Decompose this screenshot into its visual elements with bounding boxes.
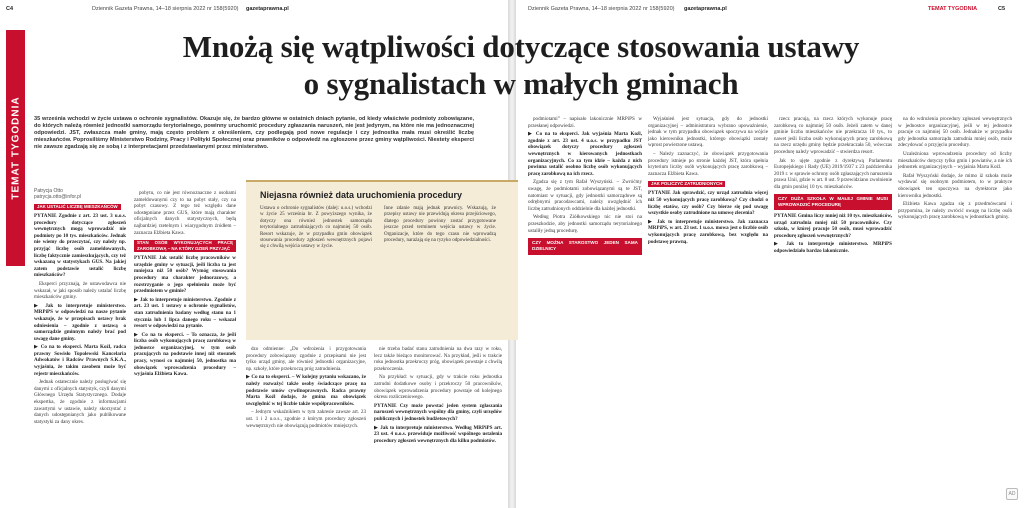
column-4 (374, 346, 502, 502)
body-paragraph: Na przykład: w sytuacji, gdy w trakcie roku jednostka zatrudni dodatkowe osoby i przekroczy 50 pracowników, obowiązek wprowadzenia procedury powstaje od kolejnego okresu rozliczeniowego. (374, 374, 502, 401)
body-paragraph: podmiotami” – napisało lakonicznie MRPiPS w przesłanej odpowiedzi. (528, 116, 642, 129)
column-2 (134, 190, 236, 502)
body-paragraph: Według Piotra Ziółkowskiego nic nie stoi na przeszkodzie, aby jednostki samorządu terytorialnego ustaliły jedną procedurę. (528, 214, 642, 234)
subsection-red-box: CZY DUŻA SZKOŁA W MAŁEJ GMINIE MUSI WPROWADZIĆ PROCEDURĘ (774, 194, 892, 210)
body-paragraph: Uzależniona wprowadzenia procedury od liczby mieszkańców dotyczy tylko gmin i powiatów, a nie ich jednostek organizacyjnych – wyjaśnia Marta Koźl. (898, 150, 1012, 171)
right-page-number: C5 (998, 6, 1006, 12)
subsection-tag: JAK POLICZYĆ ZATRUDNIONYCH (648, 181, 725, 187)
right-site-link[interactable]: gazetaprawna.pl (684, 6, 727, 12)
lead-paragraph: 35 września wchodzi w życie ustawa o ochronie sygnalistów. Okazuje się, że bardzo główne w ostatnich dniach pytanie, od kiedy właściwie podmioty zobowiązane, do których należą również jednostki samorządu terytorialnego, powinny uruchomić procedury zgłaszania naruszeń, nie jest jedynym, na które nie ma jednoznacznej odpowiedzi. JST, zwłaszcza małe gminy, mają często problem z określeniem, czy podlegają pod nowe regulacje i czy jednostka mała musi określić liczbę mieszkańców. Poprosiliśmy Ministerstwo Rodziny, Pracy i Polityki Społecznej oraz prawników o odpowiedź na zgłoszone przez gminy wątpliwości. Niestety eksperci nie zawsze zgadzają się ze sobą i z interpretacjami przedstawianymi przez ministerstwo. (34, 116, 474, 151)
question-paragraph: PYTANIE Zgodnie z art. 23 ust. 3 u.o.s. procedury dotyczące zgłoszeń wewnętrznych mogą wprowadzić nie podmioty po 10 tys. mieszkańców. Jednak nie wiemy do przeczytać, czy należy np. przyjąć liczbę osób zameldowanych, liczbę faktycznie zamieszkujących, czy też wskazaną w statystykach GUS. Na jakiej zatem podstawie ustalić liczbę mieszkańców? (34, 213, 126, 279)
column-7 (774, 116, 892, 502)
sidebar-box (246, 180, 518, 340)
right-paper-info: Dziennik Gazeta Prawna, 14–18 sierpnia 2022 nr 158(5920) (528, 6, 675, 12)
column-6 (648, 116, 768, 502)
sidebar-box-title: Niejasna również data uruchomienia procedury (260, 190, 463, 200)
body-paragraph: – Jednym wskaźnikiem w tym zakresie zawsze art. 23 ust. 1 i 2 u.o.s., zgodnie z którym procedury zgłoszeń wewnętrznych nie obowiązują podmiotów mniejszych. (246, 409, 366, 429)
right-page-header (528, 6, 1018, 16)
sidebar-box-text-1: Ustawa o ochronie sygnalistów (dalej: u.o.s.) wchodzi w życie 25 września br. Z powyższego wynika, że dotyczy ona również jednostek samorządu terytorialnego zatrudniających co najmniej 50 osób. Resort wskazuje, że w przypadku gmin obowiązek stosowania procedury zgłoszeń wewnętrznych pojawi się z chwilą wejścia ustawy w życie. (260, 206, 372, 250)
headline-line-2: o sygnalistach w małych gminach (303, 66, 739, 101)
author-email[interactable]: patrycja.otto@infor.pl (34, 194, 82, 200)
column-3 (246, 346, 366, 502)
column-8 (898, 116, 1012, 502)
expert-paragraph: ▶ Co na to eksperci. Jak wyjaśnia Marta Koźl, zgodnie z art. 23 ust. 4 u.o.s. w przypadku JST obowiązek dotyczy procedury zgłoszeń wewnętrznych w kierowanych jednostkach organizacyjnych. Co za tym idzie – każda z nich powinna ustalić osobno liczbę osób wykonujących pracę zarobkową na ich rzecz. (528, 131, 642, 177)
column-1 (34, 202, 126, 502)
ministry-paragraph: ▶ Jak to interpretuje ministerstwo. Zgodnie z art. 23 ust. 1 ustawy o ochronie sygnalistów, stan zatrudnienia badany według stanu na 1 stycznia lub 1 lipca danego roku – wskazał resort w odpowiedzi na pytanie. (134, 296, 236, 330)
body-paragraph: dzo odmienne: „Do wdrożenia i przygotowania procedury zobowiązany zgodnie z przepisami nie jest tylko urząd gminy, ale również jednostki organizacyjne, np. szkoły, które przekroczą próg zatrudnienia. (246, 346, 366, 372)
subsection-tag: JAK USTALIĆ LICZBĘ MIESZKAŃCÓW (34, 204, 121, 210)
body-paragraph: Rafał Wyszyński dodaje, że mimo iż szkoła może wydawać się osobnym podmiotem, to w praktyce obowiązek ten spoczywa na dyrektorze jako kierowniku jednostki. (898, 172, 1012, 199)
corner-ad-icon[interactable]: AD (1006, 488, 1018, 500)
author-name: Patrycja Otto (34, 188, 63, 194)
body-paragraph: na do wdrożenia procedury zgłoszeń wewnętrznych w jednostce organizacyjnej, jeśli w tej jednostce pracuje co najmniej 50 osób. Jednakże w przypadku gdy jednostka samorządu zatrudnia mniej osób, może zdecydować o przyjęciu procedury. (898, 116, 1012, 149)
headline-line-1: Mnożą się wątpliwości dotyczące stosowania ustawy (182, 29, 860, 64)
left-page-header (6, 6, 506, 16)
ministry-paragraph: ▶ Jak to interpretuje ministerstwo. MRPiPS odpowiedziało bardzo lakonicznie. (774, 241, 892, 254)
expert-paragraph: ▶ Co na to eksperci. Marta Koźl, radca prawny Sowisło Topolewski Kancelaria Adwokatów i Radców Prawnych S.K.A., wyjaśnia, że takim zasobem może być rejestr mieszkańców. (34, 344, 126, 377)
question-paragraph: PYTANIE Czy może powstać jeden system zgłaszania naruszeń wewnętrznych wspólny dla gminy, czyli urzędów publicznych i jednostek budżetowych? (374, 402, 502, 422)
ministry-paragraph: ▶ Jak to interpretuje ministerstwo. Jak zaznacza MRPiPS, w art. 23 ust. 1 u.o.s. mowa jest o liczbie osób wykonujących pracę zarobkową, bez względu na podstawę prawną. (648, 218, 768, 245)
body-paragraph: pobytu, co nie jest równoznaczne z osobami zameldowanymi czy to na pobyt stały, czy na pobyt czasowy. Z tego też względu dane udostępniane przez GUS, które mają charakter oficjalnych danych statystycznych, będą najbardziej rzetelnym i wiarygodnym źródłem – zaznacza Elżbieta Kawa. (134, 190, 236, 236)
question-paragraph: PYTANIE Gmina liczy mniej niż 10 tys. mieszkańców, urząd zatrudnia mniej niż 50 pracowników. Czy szkoła, w której pracuje 50 osób, musi wprowadzić procedurę zgłoszeń wewnętrznych? (774, 212, 892, 239)
expert-paragraph: ▶ Co na to eksperci. – To oznacza, że jeśli liczba osób wykonujących pracę zarobkową w jednostce organizacyjnej, w tym osób pracujących na podstawie innej niż stosunek pracy, wynosi co najmniej 50, jednostka ma obowiązek wprowadzenia procedury – wyjaśnia Elżbieta Kawa. (134, 331, 236, 378)
right-section-label: TEMAT TYGODNIA (928, 6, 978, 12)
question-paragraph: PYTANIE Jak sprawdzić, czy urząd zatrudnia więcej niż 50 wykonujących pracę zarobkową? Czy chodzi o liczbę etatów, czy osób? Czy bierze się pod uwagę wszystkie osoby zatrudnione na umowę zlecenia? (648, 190, 768, 217)
question-paragraph: PYTANIE Jak ustalić liczbę pracowników w urzędzie gminy w sytuacji, jeśli liczba ta jest mniejsza niż 50 osób? Wymóg stosowania procedury ma charakter jednorazowy, a rozstrzyganie o jego spełnieniu może być przedmiotem w gminie? (134, 255, 236, 295)
headline (56, 28, 986, 102)
section-side-label: TEMAT TYGODNIA (10, 96, 21, 200)
ministry-paragraph: ▶ Jak to interpretuje ministerstwo. Według MRPiPS art. 23 ust. 4 u.o.s. przewiduje możliwość wspólnego ustalenia procedury zgłoszeń wewnętrznych dla kilku podmiotów. (374, 424, 502, 444)
body-paragraph: Wyjaśnień jest sytuacja, gdy do jednostki organizacyjnej – administratora wybrano upoważnienie, jednak w tym przypadku obowiązek spoczywa na wójcie jako kierowniku jednostki, którego obowiązki zostały wprost powierzone ustawą. (648, 116, 768, 149)
author-byline (34, 188, 81, 200)
body-paragraph: rzecz pracują, na rzecz których wykonuje pracę zarobkową co najmniej 50 osób. Jeżeli zatem w danej gminie liczba mieszkańców nie przekracza 10 tys., to nawet jeśli liczba osób wykonujących pracę zarobkową na rzecz urzędu gminy będzie przekraczała 50, wówczas procedurę należy wprowadzić – stwierdza resort. (774, 116, 892, 155)
sidebar-box-text-2: Inne zdanie mają jednak prawnicy. Wskazują, że przepisy ustawy nie przewidują okresu przejściowego, dlatego procedury powinny zostać przygotowane jeszcze przed terminem wejścia ustawy w życie. Organizacje, które do tego czasu nie wprowadzą procedury, narażają się na ryzyko odpowiedzialności. (384, 206, 496, 244)
body-paragraph: Zgadza się z tym Rafał Wyszyński. – Zwróćmy uwagę, że podmiotami zobowiązanymi są te JST, natomiast w sytuacji, gdy jednostki samorządowe są odrębnymi pracodawcami, należy uwzględnić ich liczbę zatrudnionych oddzielnie dla każdej jednostki. (528, 179, 642, 212)
body-paragraph: Jak to ujęte zgodnie z dyrektywą Parlamentu Europejskiego i Rady (UE) 2019/1937 z 23 października 2019 r. w sprawie ochrony osób zgłaszających naruszenia prawa Unii, gdzie w art. 8 ust. 9 przewidziano zwolnienie dla gmin poniżej 10 tys. mieszkańców. (774, 157, 892, 190)
body-paragraph: nie trzeba badać stanu zatrudnienia na dwa razy w roku, lecz także bieżąco monitorować. Na przykład, jeśli w trakcie roku jednostka przekroczy próg, obowiązek powstaje z chwilą przekroczenia. (374, 346, 502, 372)
body-paragraph: – Należy zaznaczyć, że obowiązek przygotowania procedury istnieje po stronie każdej JST, która spełnia kryterium liczby osób wykonujących pracę zarobkową – zaznacza Elżbieta Kawa. (648, 150, 768, 177)
column-5 (528, 116, 642, 502)
left-page-number: C4 (6, 6, 14, 12)
body-paragraph: Elżbieta Kawa zgadza się z przedmówcami i przypomina, że należy zwrócić uwagę na liczbę osób wykonujących pracę zarobkową w jednostkach gminy. (898, 201, 1012, 221)
body-paragraph: Jednak ostatecznie należy posługiwać się danymi z oficjalnych statystyk, czyli danymi Głównego Urzędu Statystycznego. Dodaje ekspertka, że zgodnie z informacjami zawartymi w ustawie, należy skorzystać z danych udostępnianych jako publikowane statystyki za dany okres. (34, 379, 126, 425)
section-side-bar (6, 30, 25, 266)
left-paper-info: Dziennik Gazeta Prawna, 14–18 sierpnia 2022 nr 158(5920) (92, 6, 239, 12)
subsection-tag: STAN OSÓB WYKONUJĄCYCH PRACĘ ZAROBKOWĄ – NA KTÓRY DZIEŃ PRZYJĄĆ (134, 240, 236, 252)
ministry-paragraph: ▶ Jak to interpretuje ministerstwo. MRPiPS w odpowiedzi na nasze pytanie wskazuje, że w przepisach ustawy brak odniesienia – zgodnie z ustawą o samorządzie gminnym należy brać pod uwagę dane gminy. (34, 302, 126, 342)
left-site-link[interactable]: gazetaprawna.pl (246, 6, 289, 12)
expert-paragraph: ▶ Co na to eksperci. – W kolejny pytaniu wskazano, że należy rozważyć także osoby świadczące pracę na podstawie umów cywilnoprawnych. Radca prawny Marta Koźl dodaje, że gmina ma obowiązek uwzględnić w tej liczbie także współpracowników. (246, 374, 366, 407)
body-paragraph: Eksperci przyznają, że ustawodawca nie wskazał, w jaki sposób należy ustalać liczbę mieszkańców gminy. (34, 280, 126, 301)
subsection-red-box: CZY MOŻNA STAROSTWO JEDEN SAMA DZIELNICY (528, 238, 642, 254)
